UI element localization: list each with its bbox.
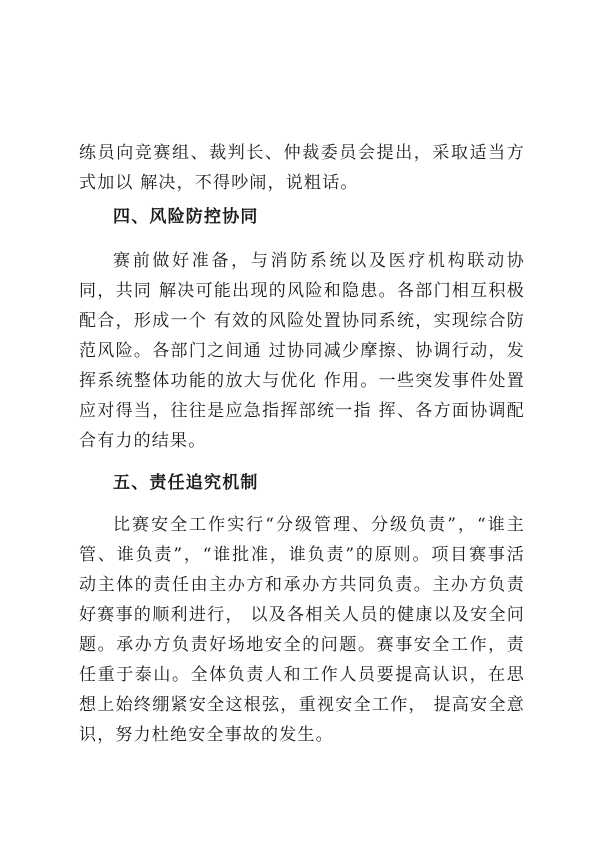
document-body [79,138,525,750]
section-body-risk-control: 赛前做好准备，与消防系统以及医疗机构联动协同，共同 解决可能出现的风险和隐患。各部门相互积极配合，形成一个 有效的风险处置协同系统，实现综合防范风险。各部门之间通 过协同减少摩擦、协调行动，发挥系统整体功能的放大与优化 作用。一些突发事件处置应对得当，往往是应急指挥部统一指 挥、各方面协调配合有力的结果。 [79,251,525,451]
section-heading-accountability: 五、责任追究机制 [113,473,259,493]
intro-paragraph: 练员向竞赛组、裁判长、仲裁委员会提出，采取适当方式加以 解决，不得吵闹，说粗话。 [79,143,525,193]
section-heading-risk-control: 四、风险防控协同 [113,207,259,227]
section-body-accountability: 比赛安全工作实行“分级管理、分级负责”，“谁主管、谁负责”，“谁批准，谁负责”的原则。项目赛事活动主体的责任由主办方和承办方共同负责。主办方负责好赛事的顺利进行， 以及各相关人员的健康以及安全问题。承办方负责好场地安全的问题。赛事安全工作，责任重于泰山。全体负责人和工作人员要提高认识，在思想上始终绷紧安全这根弦，重视安全工作， 提高安全意识，努力杜绝安全事故的发生。 [79,515,525,745]
